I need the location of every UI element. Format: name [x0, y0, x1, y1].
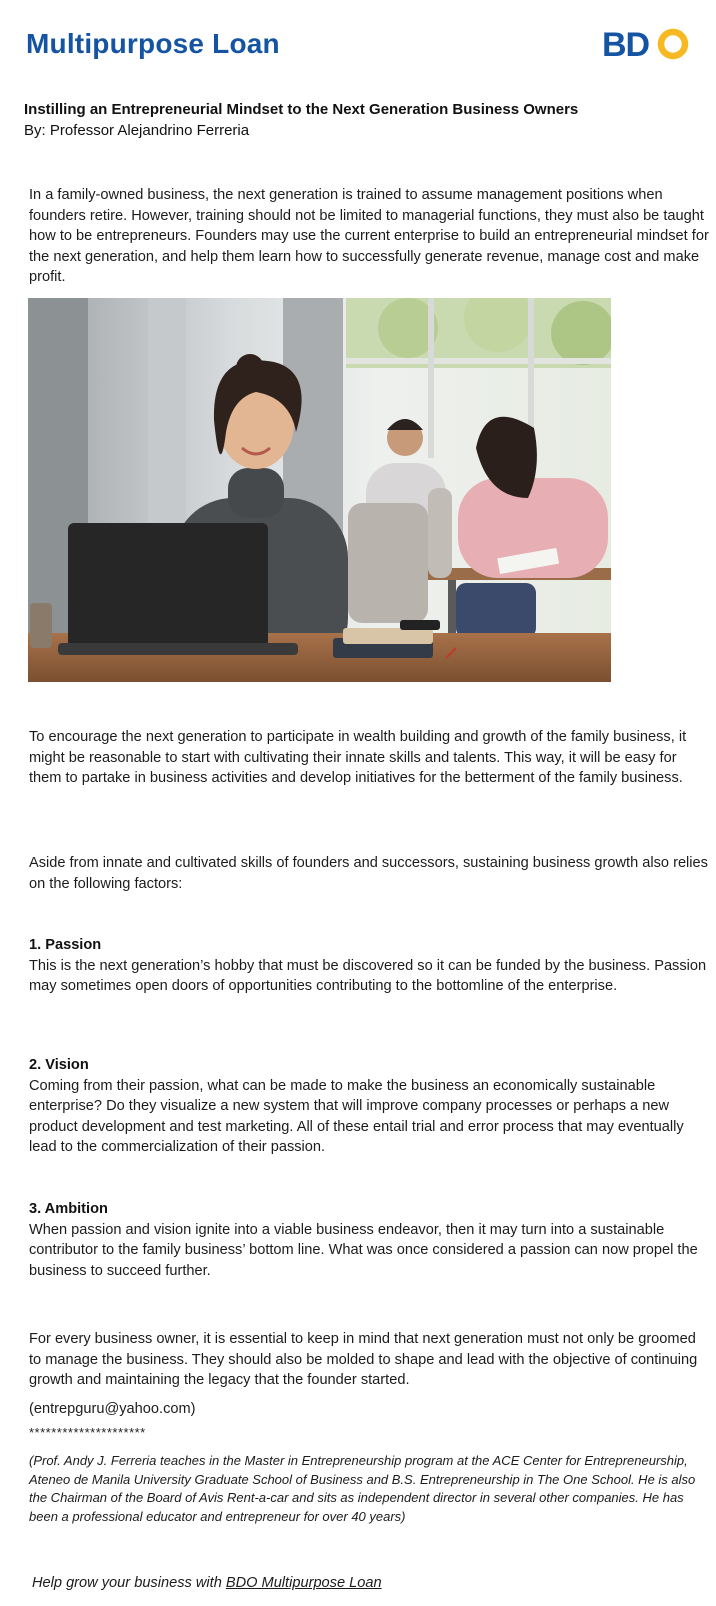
section-heading: 1. Passion	[29, 937, 102, 953]
closing-paragraph: For every business owner, it is essential to keep in mind that next generation must not only be groomed to manage the business. They should also be molded to shape and lead with the objective of continuing growth and maintaining the legacy that the founder started.	[29, 1331, 698, 1389]
section-heading: 2. Vision	[29, 1057, 89, 1073]
section-passion	[29, 935, 709, 997]
page-header	[0, 0, 716, 90]
section-ambition	[29, 1199, 709, 1281]
factors-intro-paragraph: Aside from innate and cultivated skills of founders and successors, sustaining business growth also relies on the following factors:	[29, 855, 708, 892]
intro-paragraph: In a family-owned business, the next generation is trained to assume management positions when founders retire. However, training should not be limited to managerial functions, they must also be taught how to be entrepreneurs. Founders may use the current enterprise to build an entrepreneurial mindset for the next generation, and help them learn how to successfully generate revenue, manage cost and make profit.	[29, 187, 709, 286]
bdo-multipurpose-loan-link[interactable]: BDO Multipurpose Loan	[225, 1575, 382, 1591]
author-bio: (Prof. Andy J. Ferreria teaches in the Master in Entrepreneurship program at the ACE Center for Entrepreneurship, Ateneo de Manila University Graduate School of Business and B.S. Entrepreneurship in The One School. He is also the Chairman of the Board of Avis Rent-a-car and sits as independent director in several other companies. He has been a professional educator and entrepreneur for over 40 years)	[29, 1453, 696, 1524]
section-body: When passion and vision ignite into a viable business endeavor, then it may turn into a sustainable contributor to the family business’ bottom line. What was once considered a passion can now propel the business to succeed further.	[29, 1221, 698, 1279]
office-photo-illustration	[28, 298, 611, 682]
divider-asterisks: *********************	[29, 1425, 146, 1440]
section-heading: 3. Ambition	[29, 1201, 108, 1217]
section-body: This is the next generation’s hobby that must be discovered so it can be funded by the business. Passion may sometimes open doors of opportunities contributing to the bottomline of the enterprise.	[29, 957, 707, 995]
cta-prefix: Help grow your business with	[32, 1575, 226, 1591]
article-byline: By: Professor Alejandrino Ferreria	[24, 122, 250, 139]
article-subtitle: Instilling an Entrepreneurial Mindset to the Next Generation Business Owners	[24, 101, 579, 118]
encourage-paragraph: To encourage the next generation to participate in wealth building and growth of the family business, it might be reasonable to start with cultivating their innate skills and talents. This way, it will be easy for them to partake in business activities and develop initiatives for the betterment of the family business.	[29, 729, 687, 787]
article-photo	[28, 298, 611, 682]
bdo-logo[interactable]	[602, 26, 692, 60]
svg-text:BD: BD	[602, 26, 650, 60]
page-title: Multipurpose Loan	[26, 28, 280, 59]
section-vision	[29, 1055, 709, 1158]
author-email: (entrepguru@yahoo.com)	[29, 1401, 196, 1417]
cta-line	[32, 1575, 382, 1591]
section-body: Coming from their passion, what can be made to make the business an economically sustainable enterprise? Do they visualize a new system that will improve company processes or perhaps a new product development and test marketing. All of these entail trial and error process that may eventually lead to the commercialization of their passion.	[29, 1077, 684, 1156]
